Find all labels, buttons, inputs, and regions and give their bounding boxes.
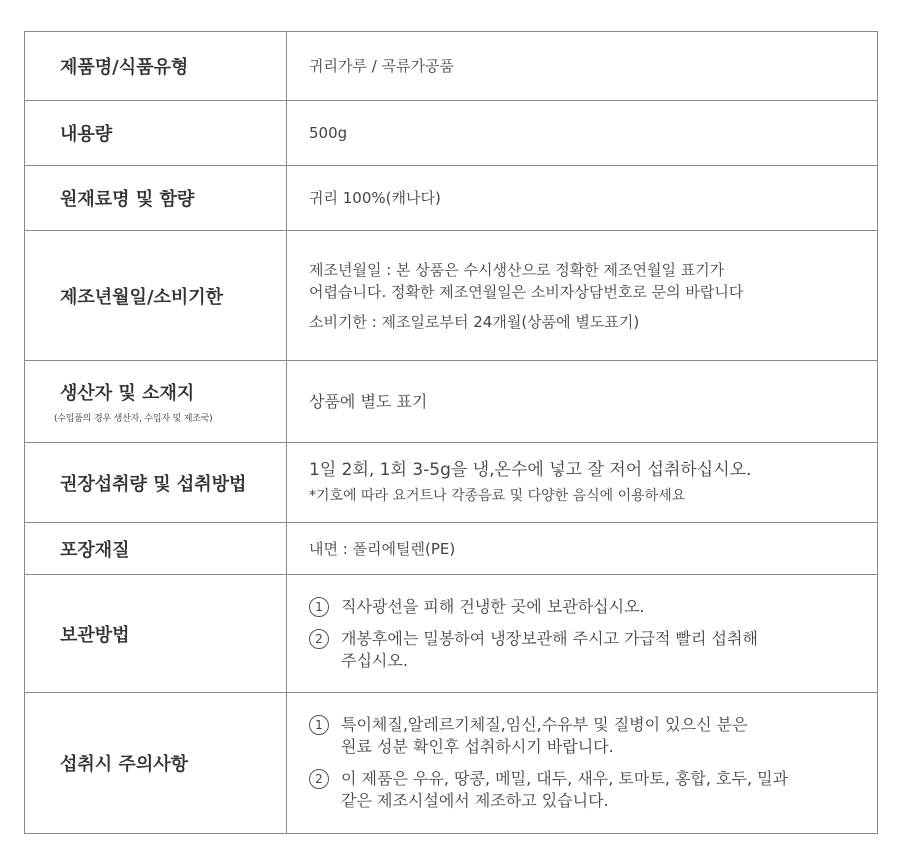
- row-label: [25, 231, 287, 360]
- item-line: 개봉후에는 밀봉하여 냉장보관해 주시고 가급적 빨리 섭취해: [341, 628, 758, 648]
- label-text: 권장섭취량 및 섭취방법: [60, 473, 247, 495]
- row-label: [25, 443, 287, 522]
- item-text: [341, 768, 788, 812]
- value-line: 소비기한 : 제조일로부터 24개월(상품에 별도표기): [309, 312, 640, 331]
- row-ingredients: [25, 166, 877, 231]
- value-line: 상품에 별도 표기: [309, 391, 428, 411]
- row-producer: [25, 361, 877, 443]
- row-label: [25, 166, 287, 230]
- list-item: [309, 768, 857, 812]
- row-value: [287, 32, 877, 100]
- item-line: 직사광선을 피해 건냉한 곳에 보관하십시오.: [341, 596, 645, 616]
- row-value: [287, 361, 877, 442]
- item-text: [341, 714, 748, 758]
- row-label: [25, 693, 287, 833]
- label-text: 원재료명 및 함량: [60, 189, 195, 210]
- row-label: [25, 32, 287, 100]
- label-text: 제품명/식품유형: [60, 57, 189, 78]
- row-volume: [25, 101, 877, 166]
- item-text: [341, 628, 758, 672]
- value-line: 제조년월일 : 본 상품은 수시생산으로 정확한 제조연월일 표기가: [309, 260, 725, 279]
- row-packaging: [25, 523, 877, 575]
- row-intake: [25, 443, 877, 523]
- circled-number: 1: [309, 597, 329, 617]
- row-value: [287, 693, 877, 833]
- row-manufacture-date: [25, 231, 877, 361]
- item-line: 주십시오.: [341, 650, 408, 670]
- item-line: 이 제품은 우유, 땅콩, 메밀, 대두, 새우, 토마토, 홍합, 호두, 밀과: [341, 769, 789, 788]
- label-text: 생산자 및 소재지: [60, 383, 195, 404]
- circled-number: 1: [309, 715, 329, 735]
- value-line: 1일 2회, 1회 3-5g을 냉,온수에 넣고 잘 저어 섭취하십시오.: [309, 459, 752, 480]
- item-line: 원료 성분 확인후 섭취하시기 바랍니다.: [341, 737, 614, 756]
- row-value: [287, 101, 877, 165]
- label-text: 섭취시 주의사항: [60, 754, 188, 775]
- row-value: [287, 443, 877, 522]
- row-cautions: [25, 693, 877, 833]
- row-label: [25, 361, 287, 442]
- label-text: 포장재질: [60, 539, 130, 561]
- value-line: 500g: [309, 124, 348, 142]
- row-label: [25, 575, 287, 692]
- row-label: [25, 523, 287, 574]
- label-text: 내용량: [60, 124, 113, 145]
- value-line: 귀리 100%(캐나다): [309, 189, 441, 207]
- label-text: 보관방법: [60, 624, 130, 646]
- label-text: 제조년월일/소비기한: [60, 286, 224, 308]
- label-subtext: (수입품의 경우 생산자, 수입자 및 제조국): [54, 414, 213, 424]
- circled-number: 2: [309, 629, 329, 649]
- row-label: [25, 101, 287, 165]
- list-item: [309, 628, 857, 672]
- value-line: *기호에 따라 요거트나 각종음료 및 다양한 음식에 이용하세요: [309, 487, 686, 504]
- row-value: [287, 575, 877, 692]
- row-storage: [25, 575, 877, 693]
- row-product-name: [25, 32, 877, 101]
- list-item: [309, 714, 857, 758]
- product-info-table: [24, 31, 878, 834]
- list-item: [309, 596, 857, 618]
- item-line: 같은 제조시설에서 제조하고 있습니다.: [341, 791, 609, 810]
- value-line: 귀리가루 / 곡류가공품: [309, 57, 455, 75]
- item-line: 특이체질,알레르기체질,임신,수유부 및 질병이 있으신 분은: [341, 715, 748, 734]
- row-value: [287, 523, 877, 574]
- row-value: [287, 231, 877, 360]
- circled-number: 2: [309, 769, 329, 789]
- item-text: [341, 596, 645, 618]
- row-value: [287, 166, 877, 230]
- value-line: 어렵습니다. 정확한 제조연월일은 소비자상담번호로 문의 바랍니다: [309, 282, 744, 301]
- value-line: 내면 : 폴리에틸렌(PE): [309, 539, 456, 558]
